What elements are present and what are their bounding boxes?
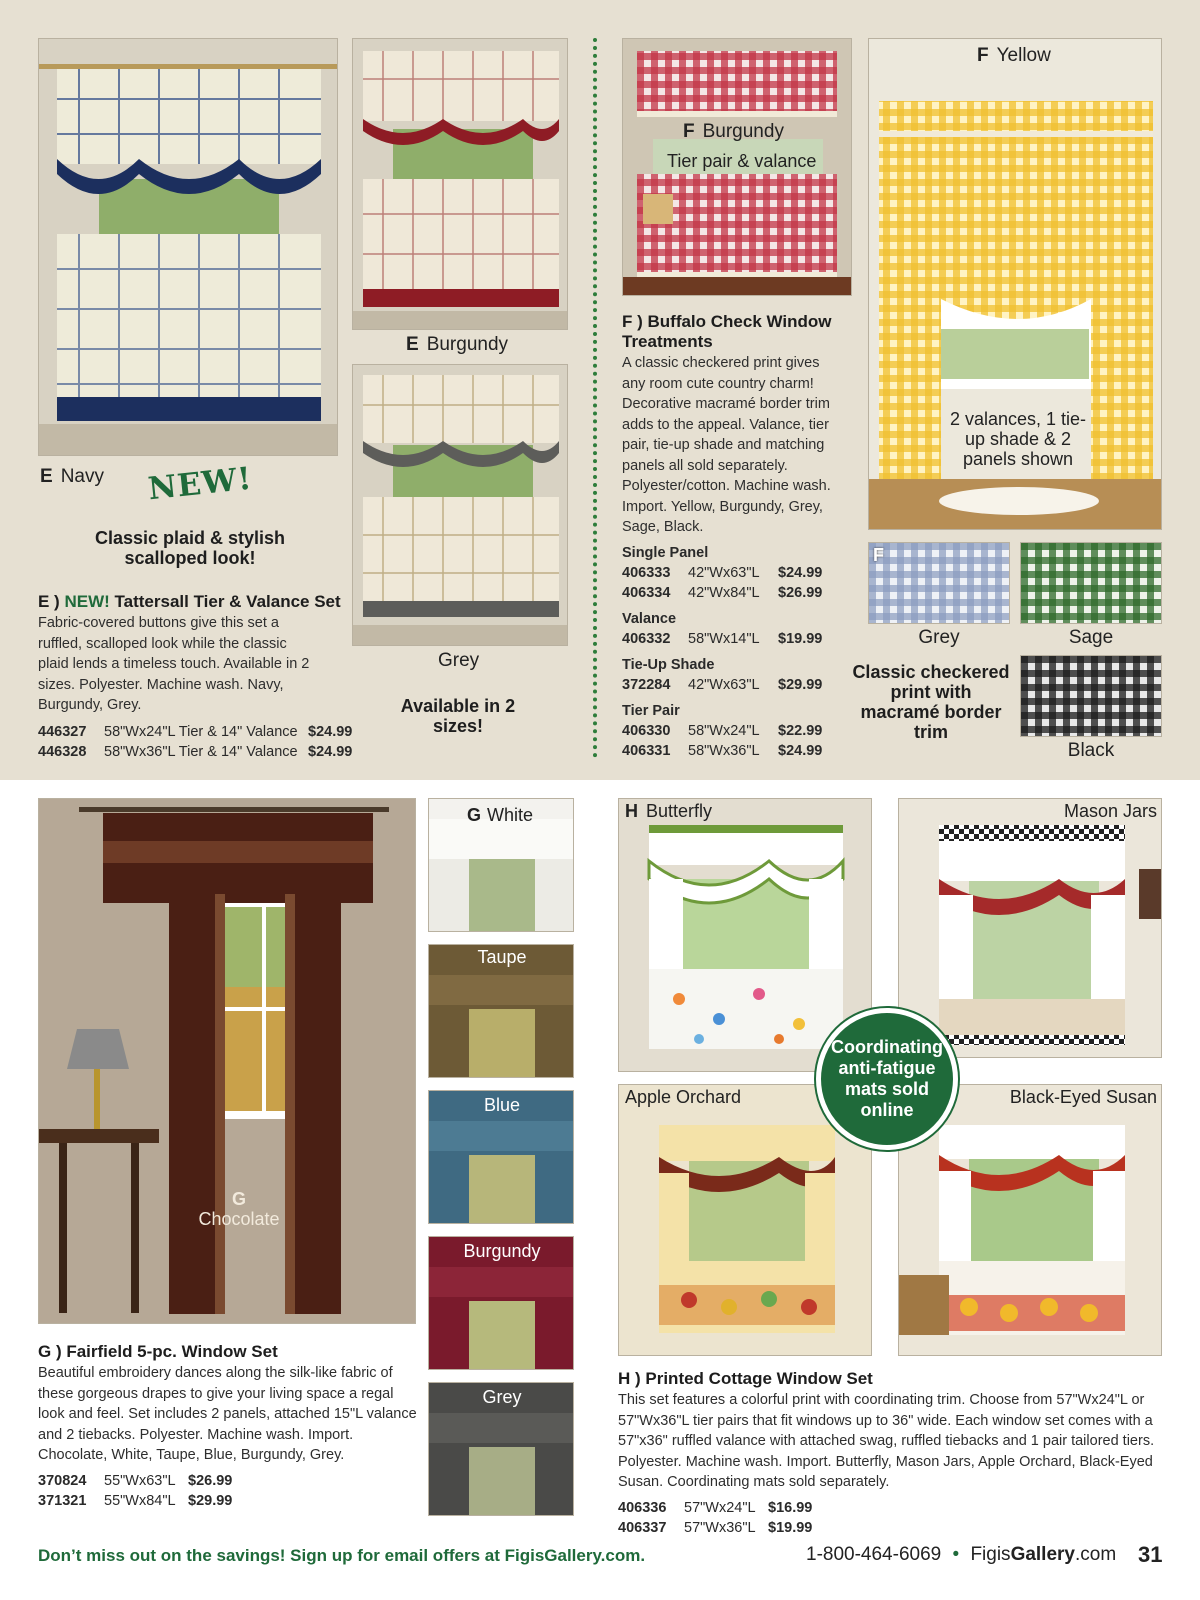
e-available-sizes: Available in 2 sizes! [400,696,516,736]
sku-row: 406336 57"Wx24"L $16.99 [618,1500,813,1516]
label-e-grey: Grey [438,650,480,671]
swatch-label-sage: Sage [1068,627,1114,648]
sku-row: 406330 58"Wx24"L $22.99 [622,723,823,739]
footer-contact [806,1544,1116,1566]
f-swatch-note: Classic checkered print with macramé border trim [852,662,1010,742]
g-blue-label: Blue [483,1095,521,1115]
swatch-grey[interactable] [868,542,1010,624]
e-description: Fabric-covered buttons give this set a ruffled, scalloped look while the classic plaid lends a timeless touch. Available in 2 sizes. Polyester. Machine wash. Navy, Burgundy, Grey. [38,615,310,713]
product-photo-f-burgundy[interactable] [622,38,852,296]
h-product-title: H ) Printed Cottage Window Set [618,1369,873,1388]
g-taupe-label: Taupe [477,947,527,967]
navy-curtain-illustration [39,39,338,456]
f-burgundy-sublabel: Tier pair & valance [667,151,817,171]
email-signup-promo[interactable]: Don’t miss out on the savings! Sign up for email offers at FigisGallery.com. [38,1546,646,1565]
product-photo-f-yellow[interactable] [868,38,1162,530]
e-product-title: E ) NEW! Tattersall Tier & Valance Set [38,592,341,611]
grey-curtain-illustration [353,365,568,646]
swatch-sage[interactable] [1020,542,1162,624]
f-burgundy-label: F Burgundy [683,121,784,142]
website-link[interactable]: FigisGallery.com [970,1544,1117,1565]
f-description: A classic checkered print gives any room cute country charm! Decorative macramé border trim adds to the appeal. Valance, tier pair, tie-up shade and matching panels all sold separately. Polyester/cotton. Machine wash. Import. Yellow, Burgundy, Grey, Sage, Black. [622,355,831,535]
sku-row: 406331 58"Wx36"L $24.99 [622,743,823,759]
g-grey-label: Grey [482,1387,522,1407]
e-title-new: NEW! [64,592,110,611]
h-description: This set features a colorful print with coordinating trim. Choose from 57"Wx24"L or 57"Wx36"L tier pairs that fit windows up to 36" wide. Each window set comes with a 57"x36" ruffled valance with attached swag, ruffled tiebacks and 1 pair tailored tiers. Polyester. Machine wash. Import. Butterfly, Mason Jars, Apple Orchard, Black-Eyed Susan. Coordinating mats sold separately. [618,1392,1155,1490]
h-sku-list [618,1498,918,1538]
product-photo-h-mason-jars[interactable] [898,798,1162,1058]
e-tagline: Classic plaid & stylish scalloped look! [94,528,286,568]
h-butterfly-label: H Butterfly [625,801,713,821]
sku-row: 446328 58"Wx36"L Tier & 14" Valance $24.99 [38,744,353,760]
footer-bullet: • [952,1544,960,1565]
mats-badge: Coordinating anti-fatigue mats sold online [816,1008,958,1150]
f-product-title: F ) Buffalo Check Window Treatments [622,312,832,351]
product-photo-g-blue[interactable] [428,1090,574,1224]
burgundy-curtain-illustration [353,39,568,330]
sku-row: 370824 55"Wx63"L $26.99 [38,1473,233,1489]
group-heading: Tier Pair [622,703,680,719]
g-description: Beautiful embroidery dances along the silk-like fabric of these gorgeous drapes to give your living space a regal look and feel. Set includes 2 panels, attached 15"L valance and 2 tiebacks. Polyester. Machine wash. Import. Chocolate, White, Taupe, Blue, Burgundy, Grey. [38,1365,417,1463]
sku-row: 406332 58"Wx14"L $19.99 [622,631,823,647]
label-e-burgundy: E Burgundy [406,334,509,355]
group-heading: Valance [622,611,677,627]
page-number: 31 [1138,1542,1163,1567]
sku-row: 406333 42"Wx63"L $24.99 [622,565,823,581]
chocolate-drapes-illustration [39,799,416,1324]
new-badge: NEW! [146,460,254,508]
group-heading: Tie-Up Shade [622,657,715,673]
sage-check-swatch [1021,543,1162,624]
swatch-label-grey: Grey [918,627,960,648]
label-e-navy: E Navy [40,466,104,487]
g-product-title: G ) Fairfield 5-pc. Window Set [38,1342,278,1361]
g-sku-list [38,1471,338,1511]
grey-check-swatch [869,543,1010,624]
h-susan-label: Black-Eyed Susan [1009,1087,1157,1107]
g-chocolate-label: G Chocolate [198,1189,280,1229]
sku-row: 406334 42"Wx84"L $26.99 [622,585,823,601]
swatch-label-black: Black [1067,740,1115,761]
f-sku-groups [622,543,842,761]
h-mason-label: Mason Jars [1063,801,1157,821]
product-photo-g-taupe[interactable] [428,944,574,1078]
group-heading: Single Panel [622,545,709,561]
product-photo-e-grey[interactable] [352,364,568,646]
sku-row: 372284 42"Wx63"L $29.99 [622,677,823,693]
g-white-label: G White [467,805,534,825]
mason-jars-curtain-illustration [899,799,1162,1058]
phone-number[interactable]: 1-800-464-6069 [806,1544,942,1565]
h-apple-label: Apple Orchard [625,1087,742,1107]
product-photo-g-chocolate[interactable] [38,798,416,1324]
product-photo-g-white[interactable] [428,798,574,932]
f-yellow-label: F Yellow [977,45,1051,66]
section-divider [593,38,597,758]
sku-row: 371321 55"Wx84"L $29.99 [38,1493,233,1509]
product-photo-g-grey[interactable] [428,1382,574,1516]
product-photo-e-burgundy[interactable] [352,38,568,330]
sku-row: 406337 57"Wx36"L $19.99 [618,1520,813,1536]
e-sku-list [38,722,368,762]
swatch-letter: F [873,545,884,565]
black-check-swatch [1021,656,1162,737]
sku-row: 446327 58"Wx24"L Tier & 14" Valance $24.99 [38,724,353,740]
swatch-black[interactable] [1020,655,1162,737]
g-burgundy-label: Burgundy [463,1241,541,1261]
f-yellow-note: 2 valances, 1 tie-up shade & 2 panels shown [949,409,1087,469]
product-photo-e-navy[interactable] [38,38,338,456]
product-photo-g-burgundy[interactable] [428,1236,574,1370]
